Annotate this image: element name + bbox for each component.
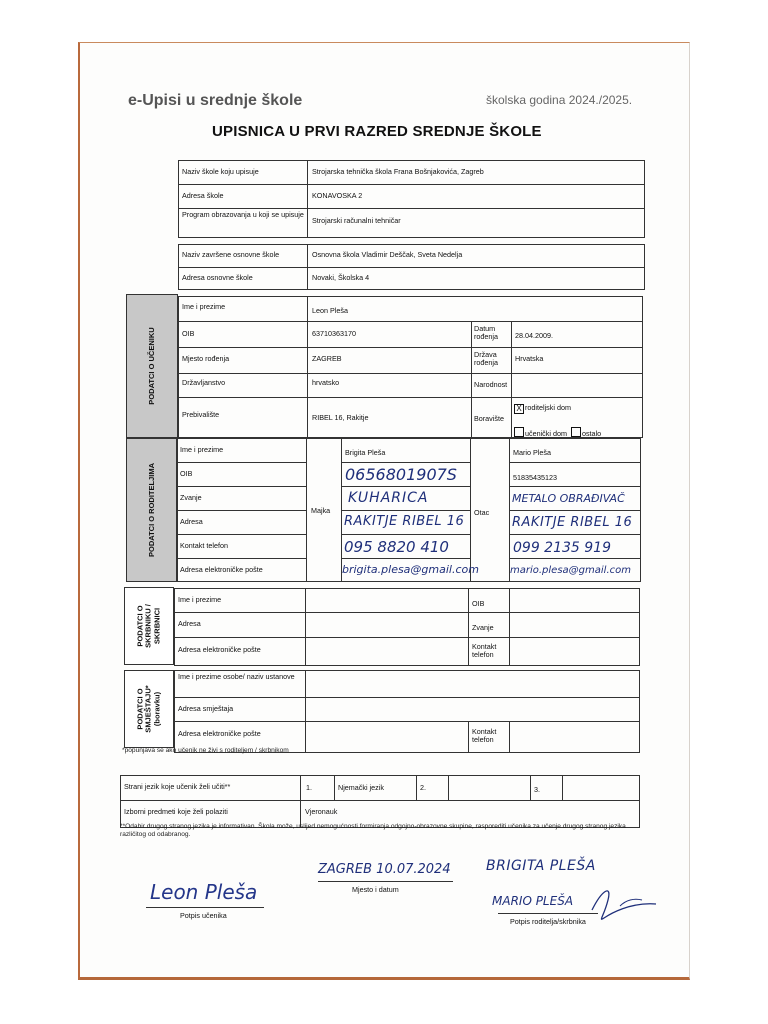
brand-title: e-Upisi u srednje škole <box>128 92 303 109</box>
father-label: Otac <box>474 508 490 517</box>
father-name-value[interactable]: Mario Pleša <box>513 448 551 457</box>
checkbox-unchecked-other[interactable] <box>571 427 581 437</box>
mother-oib-value[interactable]: 0656801907S <box>345 465 457 484</box>
primary-address-value[interactable]: Novaki, Školska 4 <box>312 273 370 282</box>
language-number-1: 1. <box>306 783 312 792</box>
form-title: UPISNICA U PRVI RAZRED SREDNJE ŠKOLE <box>212 123 542 140</box>
citizenship-value[interactable]: hrvatsko <box>312 378 340 387</box>
student-dob-value[interactable]: 28.04.2009. <box>515 331 553 340</box>
checkbox-unchecked[interactable] <box>514 427 524 437</box>
school-name-label: Naziv škole koju upisuje <box>182 167 259 176</box>
father-phone-value[interactable]: 099 2135 919 <box>513 540 611 556</box>
language-note: **Odabir drugog stranog jezika je informativan. Škola može, uslijed nemogućnosti formiranja odgojno-obrazovne skupine, rasporediti učenika za učenje drugog stranog jezika različitog od odabranog. <box>120 823 626 838</box>
guardian-address-label: Adresa <box>178 619 201 628</box>
residence-label: Prebivalište <box>182 410 220 419</box>
parent-signature-scribble <box>590 880 660 924</box>
mother-phone-value[interactable]: 095 8820 410 <box>344 538 449 556</box>
accommodation-address-label: Adresa smještaja <box>178 704 234 713</box>
birthplace-value[interactable]: ZAGREB <box>312 354 342 363</box>
school-address-label: Adresa škole <box>182 191 224 200</box>
parents-section-label: PODATCI O RODITELJIMA <box>126 438 178 582</box>
student-oib-value[interactable]: 63710363170 <box>312 329 356 338</box>
elective-label: Izborni predmeti koje želi polaziti <box>124 807 228 816</box>
accommodation-section-label: PODATCI O SMJEŠTAJU* (boravku) <box>124 670 174 748</box>
parent-signature-label: Potpis roditelja/skrbnika <box>510 917 586 926</box>
stay-option-dorm[interactable]: učenički dom ostalo <box>514 427 601 438</box>
student-name-label: Ime i prezime <box>182 302 226 311</box>
elective-value[interactable]: Vjeronauk <box>305 807 338 816</box>
parent-phone-label: Kontakt telefon <box>180 541 228 550</box>
school-address-value[interactable]: KONAVOSKA 2 <box>312 191 363 200</box>
father-address-value[interactable]: RAKITJE RIBEL 16 <box>512 515 633 530</box>
student-oib-label: OIB <box>182 329 195 338</box>
parent-email-label: Adresa elektroničke pošte <box>180 565 263 574</box>
language-label: Strani jezik koje učenik želi učiti** <box>124 782 231 791</box>
accommodation-block <box>174 670 640 753</box>
mother-label: Majka <box>311 506 331 515</box>
primary-name-label: Naziv završene osnovne škole <box>182 250 280 259</box>
father-email-value[interactable]: mario.plesa@gmail.com <box>510 565 631 576</box>
parent-name-label: Ime i prezime <box>180 445 224 454</box>
parent-signature-mother[interactable]: BRIGITA PLEŠA <box>486 858 596 874</box>
primary-name-value[interactable]: Osnovna škola Vladimir Deščak, Sveta Nedelja <box>312 250 463 259</box>
student-signature-label: Potpis učenika <box>180 911 227 920</box>
place-date-label: Mjesto i datum <box>352 885 399 894</box>
guardian-job-label: Zvanje <box>472 623 494 632</box>
birthstate-label: Država rođenja <box>474 350 498 368</box>
accommodation-email-label: Adresa elektroničke pošte <box>178 729 261 738</box>
citizenship-label: Državljanstvo <box>182 378 226 387</box>
guardian-email-label: Adresa elektroničke pošte <box>178 645 261 654</box>
birthplace-label: Mjesto rođenja <box>182 354 230 363</box>
program-label: Program obrazovanja u koji se upisuje <box>182 210 304 219</box>
mother-name-value[interactable]: Brigita Pleša <box>345 448 386 457</box>
student-name-value[interactable]: Leon Pleša <box>312 306 348 315</box>
primary-address-label: Adresa osnovne škole <box>182 273 253 282</box>
parent-address-label: Adresa <box>180 517 203 526</box>
stay-label: Boravište <box>474 414 504 423</box>
parent-signature-father[interactable]: MARIO PLEŠA <box>492 894 574 908</box>
language-number-3: 3. <box>534 785 540 794</box>
accommodation-phone-label: Kontakt telefon <box>472 727 497 745</box>
birthstate-value[interactable]: Hrvatska <box>515 354 544 363</box>
father-job-value[interactable]: METALO OBRAĐIVAČ <box>512 492 625 505</box>
guardian-oib-label: OIB <box>472 599 485 608</box>
mother-email-value[interactable]: brigita.plesa@gmail.com <box>342 563 479 576</box>
residence-value[interactable]: RIBEL 16, Rakitje <box>312 413 369 422</box>
guardian-phone-label: Kontakt telefon <box>472 642 497 660</box>
guardian-block <box>174 588 640 666</box>
parent-job-label: Zvanje <box>180 493 202 502</box>
checkbox-checked[interactable]: X <box>514 404 524 414</box>
parent-oib-label: OIB <box>180 469 193 478</box>
mother-address-value[interactable]: RAKITJE RIBEL 16 <box>344 514 465 529</box>
student-section-label: PODATCI O UČENIKU <box>126 294 178 438</box>
father-oib-value[interactable]: 51835435123 <box>513 473 557 482</box>
nationality-label: Narodnost <box>474 380 508 389</box>
accommodation-footnote: *popunjava se ako učenik ne živi s roditeljem / skrbnikom <box>122 747 289 754</box>
student-signature[interactable]: Leon Pleša <box>150 880 258 904</box>
accommodation-name-label: Ime i prezime osobe/ naziv ustanove <box>178 672 295 681</box>
stay-option-parent-home[interactable]: X roditeljski dom <box>514 404 571 414</box>
student-block <box>178 296 643 438</box>
guardian-section-label: PODATCI O SKRBNIKU / SKRBNICI <box>124 587 174 665</box>
program-value[interactable]: Strojarski računalni tehničar <box>312 216 401 225</box>
school-year: školska godina 2024./2025. <box>486 93 633 107</box>
mother-job-value[interactable]: KUHARICA <box>348 490 429 506</box>
language-1-value[interactable]: Njemački jezik <box>338 783 384 792</box>
guardian-name-label: Ime i prezime <box>178 595 222 604</box>
place-date-value[interactable]: ZAGREB 10.07.2024 <box>318 862 451 877</box>
student-dob-label: Datum rođenja <box>474 324 498 342</box>
school-name-value[interactable]: Strojarska tehnička škola Frana Bošnjakovića, Zagreb <box>312 167 484 176</box>
language-number-2: 2. <box>420 783 426 792</box>
